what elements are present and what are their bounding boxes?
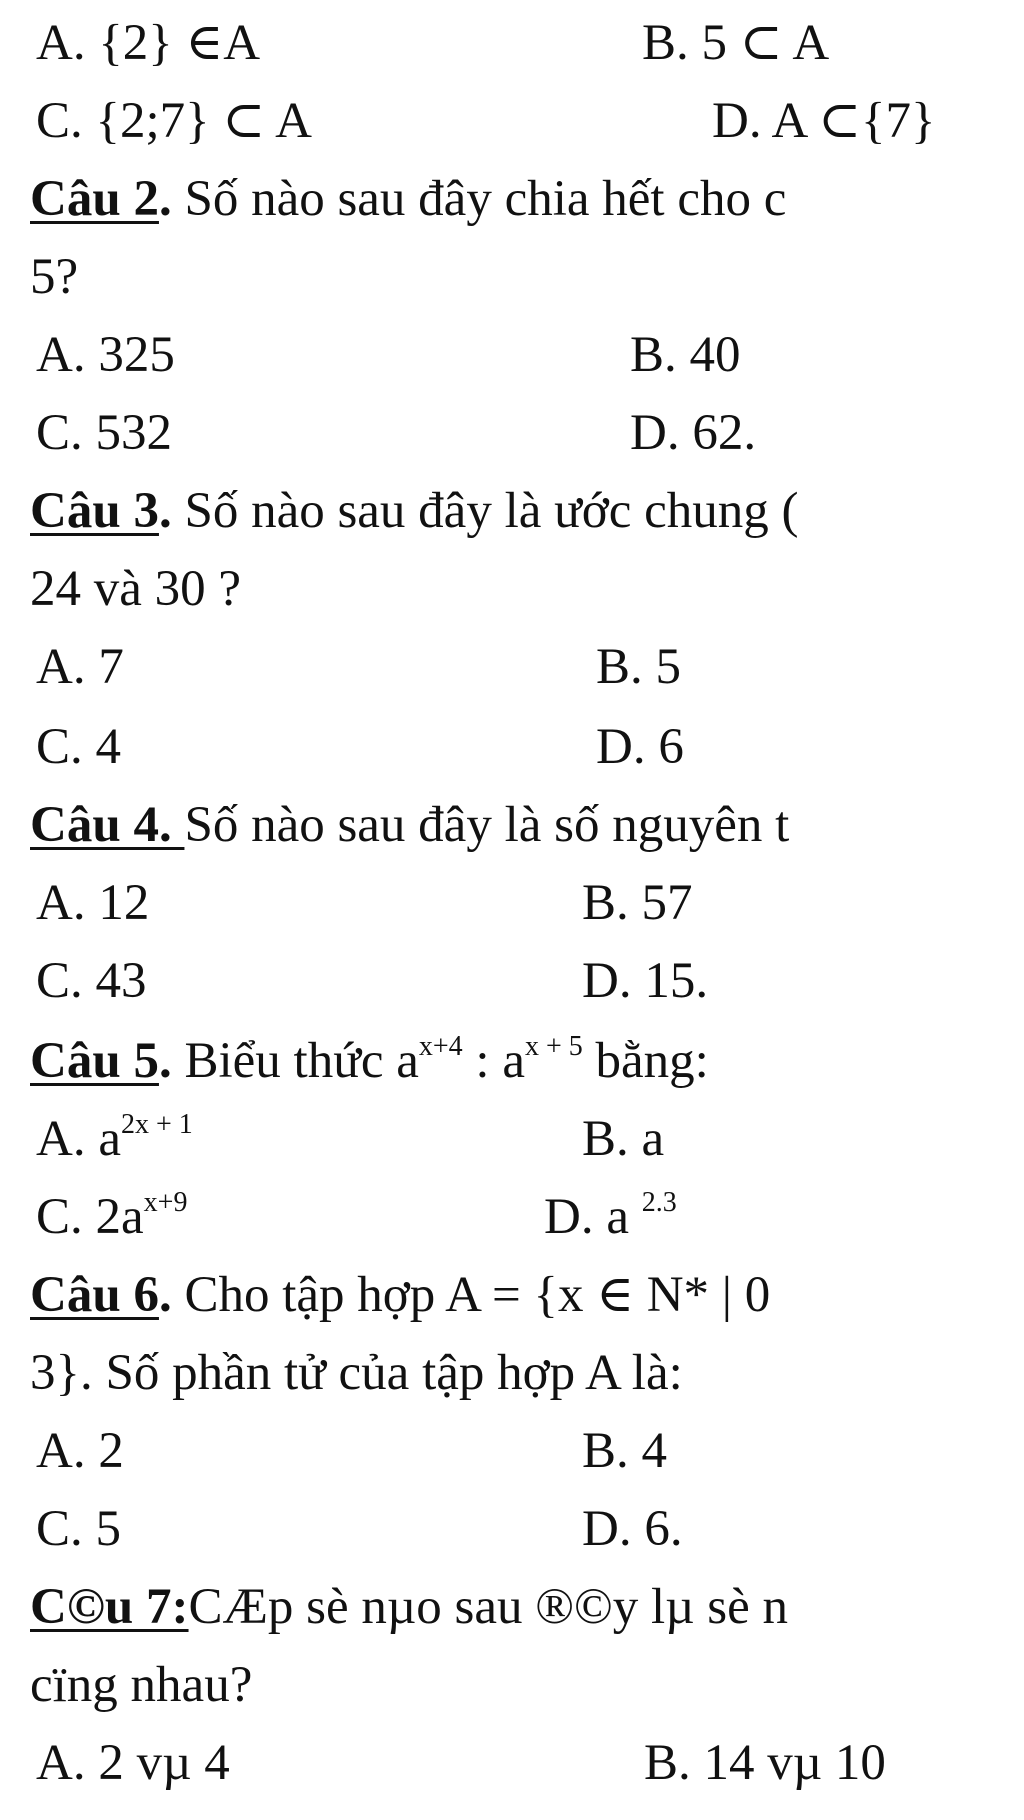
q7-option-a: A. 2 vµ 4: [36, 1735, 230, 1791]
q7-label: C©u 7:: [30, 1579, 189, 1635]
q2-dot: .: [158, 171, 172, 227]
q6-heading: [30, 1267, 771, 1323]
q5-option-c: [36, 1187, 188, 1245]
q4-label: Câu 4.: [30, 797, 185, 853]
q1-option-a: A. {2} ∈A: [36, 15, 261, 71]
q5-option-d-exponent: 2.3: [641, 1187, 677, 1218]
q5-option-d: [544, 1187, 677, 1245]
q4-option-c: C. 43: [36, 953, 147, 1009]
q5-option-d-base: D. a: [544, 1189, 642, 1245]
q6-option-a: A. 2: [36, 1423, 124, 1479]
q1-option-b: B. 5 ⊂ A: [642, 15, 830, 71]
q2-option-c: C. 532: [36, 405, 173, 461]
q2-text: Số nào sau đây chia hết cho c: [171, 171, 787, 227]
q7-option-b: B. 14 vµ 10: [644, 1735, 886, 1791]
q3-text: Số nào sau đây là ước chung (: [171, 483, 799, 539]
q6-option-b: B. 4: [582, 1423, 668, 1479]
q6-dot: .: [158, 1267, 172, 1323]
q1-option-c: C. {2;7} ⊂ A: [36, 93, 312, 149]
q2-option-b: B. 40: [630, 327, 741, 383]
q5-option-a-base: A. a: [36, 1111, 121, 1167]
q5-option-a: [36, 1109, 193, 1167]
q6-option-d: D. 6.: [582, 1501, 683, 1557]
q3-option-a: A. 7: [36, 639, 124, 695]
q4-option-b: B. 57: [582, 875, 693, 931]
q2-heading: [30, 171, 787, 227]
q7-text: CÆp sè nµo sau ®©y lµ sè n: [188, 1579, 789, 1635]
q5-heading: [30, 1031, 709, 1089]
q3-option-b: B. 5: [596, 639, 682, 695]
q2-option-d: D. 62.: [630, 405, 757, 461]
q2-option-a: A. 325: [36, 327, 175, 383]
q7-text-cont: cïng nhau?: [30, 1657, 253, 1713]
q4-option-d: D. 15.: [582, 953, 709, 1009]
q2-text-cont: 5?: [30, 249, 79, 305]
q5-option-c-exponent: x+9: [143, 1187, 188, 1218]
q5-dot: .: [158, 1033, 172, 1089]
q6-text-cont: 3}. Số phần tử của tập hợp A là:: [30, 1345, 683, 1401]
q5-text-before: Biểu thức a: [171, 1033, 419, 1089]
q4-heading: [30, 797, 790, 853]
q5-exponent-2: x + 5: [524, 1031, 583, 1062]
q5-exponent-1: x+4: [418, 1031, 463, 1062]
q5-option-a-exponent: 2x + 1: [120, 1109, 193, 1140]
q3-dot: .: [158, 483, 172, 539]
q5-label: Câu 5: [30, 1033, 159, 1089]
q1-option-d: D. A ⊂{7}: [712, 93, 936, 149]
q5-text-after: bằng:: [582, 1033, 709, 1089]
q5-option-c-base: C. 2a: [36, 1189, 144, 1245]
q3-option-c: C. 4: [36, 719, 122, 775]
q5-option-b: B. a: [582, 1111, 665, 1167]
q7-heading: [30, 1579, 789, 1635]
q6-option-c: C. 5: [36, 1501, 122, 1557]
q6-text: Cho tập hợp A = {x ∈ N* | 0: [171, 1267, 771, 1323]
q3-label: Câu 3: [30, 483, 159, 539]
q6-label: Câu 6: [30, 1267, 159, 1323]
q3-text-cont: 24 và 30 ?: [30, 561, 242, 617]
q5-text-mid: : a: [462, 1033, 525, 1089]
q3-option-d: D. 6: [596, 719, 684, 775]
q2-label: Câu 2: [30, 171, 159, 227]
q4-text: Số nào sau đây là số nguyên t: [184, 797, 790, 853]
q4-option-a: A. 12: [36, 875, 150, 931]
q3-heading: [30, 483, 799, 539]
